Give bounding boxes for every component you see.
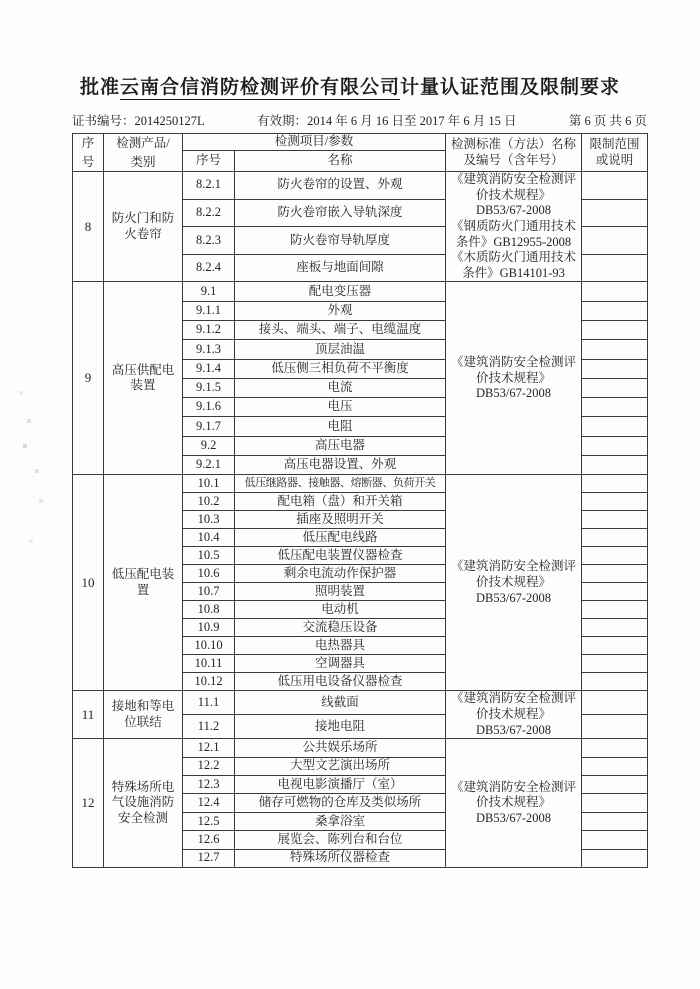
section-standard <box>446 691 582 739</box>
standard-reference: DB53/67-2008 <box>476 203 552 218</box>
item-name: 低压继路器、接触器、熔断器、负荷开关 <box>235 475 446 493</box>
header-seq <box>73 134 104 172</box>
item-no: 12.1 <box>183 739 235 757</box>
limit-cell <box>582 529 648 547</box>
item-no: 11.1 <box>183 691 235 715</box>
item-no: 12.6 <box>183 831 235 849</box>
item-name: 配电变压器 <box>235 282 446 301</box>
header-product-label: 检测产品/类别 <box>116 136 170 169</box>
item-no: 10.3 <box>183 511 235 529</box>
certification-scope-table <box>72 133 648 868</box>
item-no: 8.2.3 <box>183 227 235 255</box>
certificate-number <box>72 111 205 129</box>
standard-reference: DB53/67-2008 <box>476 810 552 825</box>
limit-cell <box>582 254 648 282</box>
limit-cell <box>582 320 648 339</box>
table-row <box>73 691 648 715</box>
header-item-seq: 序号 <box>183 151 235 172</box>
item-name: 大型文艺演出场所 <box>235 757 446 775</box>
item-no: 9.1.1 <box>183 301 235 320</box>
limit-cell <box>582 757 648 775</box>
item-name: 空调器具 <box>235 655 446 673</box>
item-name: 防火卷帘导轨厚度 <box>235 227 446 255</box>
limit-cell <box>582 301 648 320</box>
item-no: 10.4 <box>183 529 235 547</box>
item-name: 低压配电线路 <box>235 529 446 547</box>
item-no: 9.1.5 <box>183 378 235 397</box>
limit-cell <box>582 849 648 867</box>
limit-cell <box>582 456 648 475</box>
item-no: 10.12 <box>183 673 235 691</box>
item-no: 9.1.2 <box>183 320 235 339</box>
standard-reference: 《建筑消防安全检测评价技术规程》 <box>451 354 577 385</box>
limit-cell <box>582 601 648 619</box>
item-no: 12.5 <box>183 812 235 830</box>
item-no: 10.9 <box>183 619 235 637</box>
limit-cell <box>582 359 648 378</box>
item-no: 9.2.1 <box>183 456 235 475</box>
limit-cell <box>582 583 648 601</box>
title-prefix: 批准 <box>79 77 120 98</box>
section-standard <box>446 475 582 691</box>
section-standard <box>446 739 582 868</box>
title-company-name-underlined: 云南合信消防检测评价有限公司 <box>119 77 400 98</box>
item-no: 9.1.4 <box>183 359 235 378</box>
certificate-meta-line <box>72 111 647 129</box>
standard-reference: DB53/67-2008 <box>476 590 552 605</box>
limit-cell <box>582 673 648 691</box>
limit-cell <box>582 637 648 655</box>
item-name: 桑拿浴室 <box>235 812 446 830</box>
item-name: 电阻 <box>235 417 446 436</box>
limit-cell <box>582 619 648 637</box>
limit-cell <box>582 282 648 301</box>
item-name: 电视电影演播厅（室） <box>235 776 446 794</box>
item-no: 12.4 <box>183 794 235 812</box>
item-name: 电动机 <box>235 601 446 619</box>
item-no: 10.7 <box>183 583 235 601</box>
header-standard: 检测标准（方法）名称及编号（含年号） <box>446 134 582 172</box>
standard-reference: DB53/67-2008 <box>476 386 552 401</box>
header-item-name: 名称 <box>235 151 446 172</box>
item-no: 9.2 <box>183 436 235 455</box>
certificate-number-label: 证书编号： <box>72 114 135 128</box>
section-seq: 8 <box>73 172 104 282</box>
item-name: 电热器具 <box>235 637 446 655</box>
limit-cell <box>582 417 648 436</box>
standard-reference: 《建筑消防安全检测评价技术规程》 <box>451 172 577 202</box>
table-row <box>73 282 648 301</box>
item-name: 低压用电设备仪器检查 <box>235 673 446 691</box>
item-no: 8.2.1 <box>183 172 235 200</box>
item-name: 接头、端头、端子、电缆温度 <box>235 320 446 339</box>
item-name: 接地电阻 <box>235 715 446 739</box>
limit-cell <box>582 511 648 529</box>
item-no: 11.2 <box>183 715 235 739</box>
item-name: 顶层油温 <box>235 340 446 359</box>
item-no: 9.1 <box>183 282 235 301</box>
section-category: 低压配电装置 <box>104 475 183 691</box>
item-no: 10.1 <box>183 475 235 493</box>
item-name: 座板与地面间隙 <box>235 254 446 282</box>
limit-cell <box>582 547 648 565</box>
section-standard <box>446 282 582 475</box>
item-no: 9.1.7 <box>183 417 235 436</box>
header-limit: 限制范围或说明 <box>582 134 648 172</box>
table-row <box>73 739 648 757</box>
item-name: 线截面 <box>235 691 446 715</box>
page-indicator: 第 6 页 共 6 页 <box>568 114 647 128</box>
section-standard <box>446 172 582 282</box>
item-name: 储存可燃物的仓库及类似场所 <box>235 794 446 812</box>
limit-cell <box>582 340 648 359</box>
limit-cell <box>582 436 648 455</box>
validity-value: 2014 年 6 月 16 日至 2017 年 6 月 15 日 <box>307 114 517 128</box>
limit-cell <box>582 227 648 255</box>
title-suffix: 计量认证范围及限制要求 <box>400 77 621 98</box>
item-no: 10.8 <box>183 601 235 619</box>
item-no: 10.10 <box>183 637 235 655</box>
standard-reference: 《木质防火门通用技术条件》GB14101-93 <box>451 250 577 280</box>
item-name: 电流 <box>235 378 446 397</box>
item-name: 电压 <box>235 398 446 417</box>
item-name: 插座及照明开关 <box>235 511 446 529</box>
section-category: 特殊场所电气设施消防安全检测 <box>104 739 183 868</box>
item-name: 高压电器 <box>235 436 446 455</box>
limit-cell <box>582 831 648 849</box>
limit-cell <box>582 398 648 417</box>
item-no: 10.6 <box>183 565 235 583</box>
item-name: 高压电器设置、外观 <box>235 456 446 475</box>
limit-cell <box>582 691 648 715</box>
item-name: 剩余电流动作保护器 <box>235 565 446 583</box>
item-name: 低压侧三相负荷不平衡度 <box>235 359 446 378</box>
item-no: 9.1.6 <box>183 398 235 417</box>
table-row <box>73 475 648 493</box>
section-category: 防火门和防火卷帘 <box>104 172 183 282</box>
document-title <box>0 72 700 99</box>
item-no: 10.5 <box>183 547 235 565</box>
validity-label: 有效期： <box>257 114 308 128</box>
limit-cell <box>582 475 648 493</box>
section-seq: 9 <box>73 282 104 475</box>
item-name: 公共娱乐场所 <box>235 739 446 757</box>
validity-period <box>257 111 516 129</box>
limit-cell <box>582 715 648 739</box>
item-no: 12.7 <box>183 849 235 867</box>
item-no: 12.2 <box>183 757 235 775</box>
item-name: 低压配电装置仪器检查 <box>235 547 446 565</box>
item-name: 展览会、陈列台和台位 <box>235 831 446 849</box>
section-seq: 10 <box>73 475 104 691</box>
certificate-number-value: 2014250127L <box>134 114 205 128</box>
item-no: 12.3 <box>183 776 235 794</box>
limit-cell <box>582 776 648 794</box>
limit-cell <box>582 794 648 812</box>
item-no: 10.11 <box>183 655 235 673</box>
limit-cell <box>582 812 648 830</box>
item-name: 交流稳压设备 <box>235 619 446 637</box>
limit-cell <box>582 739 648 757</box>
item-no: 10.2 <box>183 493 235 511</box>
section-seq: 12 <box>73 739 104 868</box>
item-name: 特殊场所仪器检查 <box>235 849 446 867</box>
limit-cell <box>582 655 648 673</box>
standard-reference: DB53/67-2008 <box>476 722 552 737</box>
section-category: 接地和等电位联结 <box>104 691 183 739</box>
item-no: 8.2.2 <box>183 199 235 227</box>
limit-cell <box>582 378 648 397</box>
item-name: 配电箱（盘）和开关箱 <box>235 493 446 511</box>
scan-noise-specks <box>0 0 2 2</box>
standard-reference: 《建筑消防安全检测评价技术规程》 <box>451 779 577 810</box>
item-name: 照明装置 <box>235 583 446 601</box>
item-name: 外观 <box>235 301 446 320</box>
item-no: 8.2.4 <box>183 254 235 282</box>
limit-cell <box>582 199 648 227</box>
limit-cell <box>582 565 648 583</box>
limit-cell <box>582 493 648 511</box>
item-name: 防火卷帘嵌入导轨深度 <box>235 199 446 227</box>
header-product-category <box>104 134 183 172</box>
table-row <box>73 172 648 200</box>
header-seq-label: 序号 <box>81 136 95 169</box>
header-item-group: 检测项目/参数 <box>183 134 446 151</box>
section-seq: 11 <box>73 691 104 739</box>
standard-reference: 《钢质防火门通用技术条件》GB12955-2008 <box>451 218 577 249</box>
standard-reference: 《建筑消防安全检测评价技术规程》 <box>451 691 577 721</box>
limit-cell <box>582 172 648 200</box>
standard-reference: 《建筑消防安全检测评价技术规程》 <box>451 559 577 590</box>
item-no: 9.1.3 <box>183 340 235 359</box>
section-category: 高压供配电装置 <box>104 282 183 475</box>
item-name: 防火卷帘的设置、外观 <box>235 172 446 200</box>
header-row-1 <box>73 134 648 151</box>
